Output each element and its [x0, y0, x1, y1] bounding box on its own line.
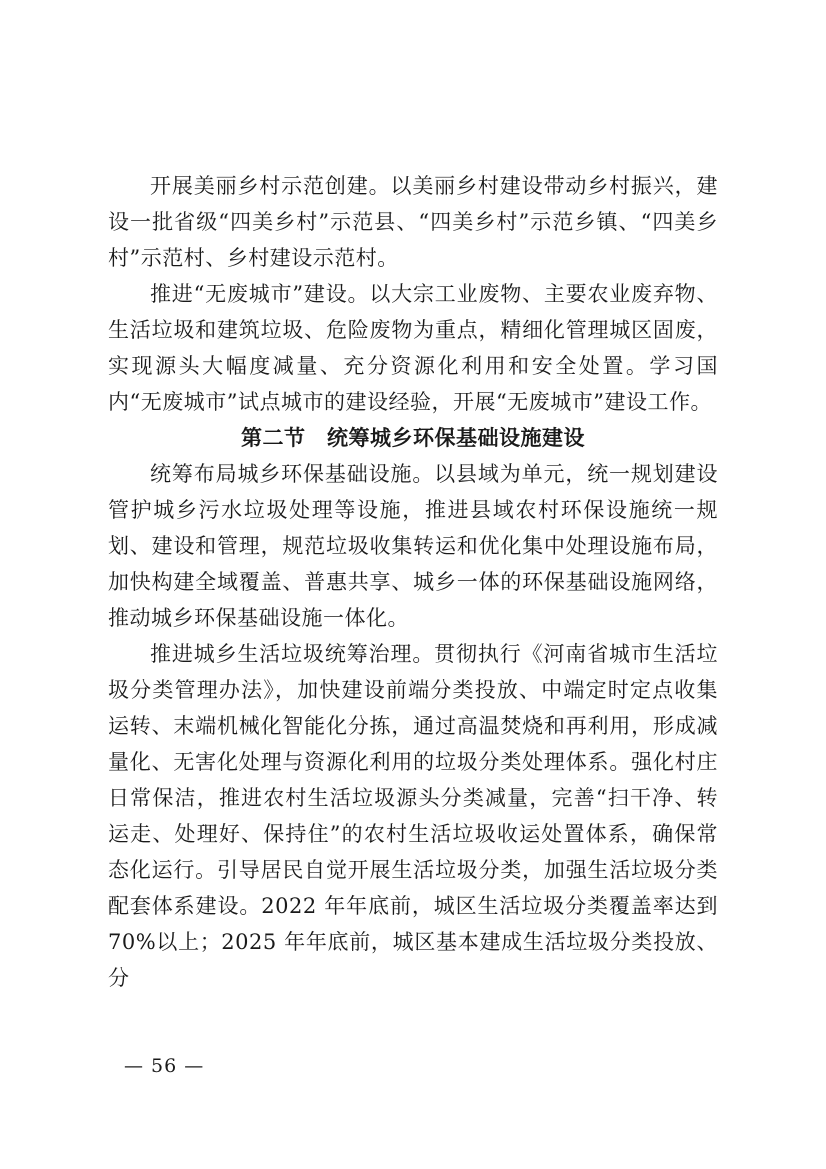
paragraph-zero-waste-city: 推进“无废城市”建设。以大宗工业废物、主要农业废弃物、生活垃圾和建筑垃圾、危险废物为重点，精细化管理城区固废，实现源头大幅度减量、充分资源化利用和安全处置。学习国内“无废城市”试点城市的建设经验，开展“无废城市”建设工作。	[108, 282, 718, 414]
section-heading: 第二节 统筹城乡环保基础设施建设	[241, 426, 585, 450]
page-number: — 56 —	[124, 1055, 205, 1077]
document-body	[108, 168, 718, 996]
paragraph-infrastructure-layout: 统筹布局城乡环保基础设施。以县域为单元，统一规划建设管护城乡污水垃圾处理等设施，推进县域农村环保设施统一规划、建设和管理，规范垃圾收集转运和优化集中处理设施布局，加快构建全域覆盖、普惠共享、城乡一体的环保基础设施网络，推动城乡环保基础设施一体化。	[108, 462, 718, 630]
paragraph-waste-governance: 推进城乡生活垃圾统筹治理。贯彻执行《河南省城市生活垃圾分类管理办法》，加快建设前端分类投放、中端定时定点收集运转、末端机械化智能化分拣，通过高温焚烧和再利用，形成减量化、无害化处理与资源化利用的垃圾分类处理体系。强化村庄日常保洁，推进农村生活垃圾源头分类减量，完善“扫干净、转运走、处理好、保持住”的农村生活垃圾收运处置体系，确保常态化运行。引导居民自觉开展生活垃圾分类，加强生活垃圾分类配套体系建设。2022 年年底前，城区生活垃圾分类覆盖率达到 70%以上；2025 年年底前，城区基本建成生活垃圾分类投放、分	[108, 642, 718, 990]
paragraph-rural-demonstration: 开展美丽乡村示范创建。以美丽乡村建设带动乡村振兴，建设一批省级“四美乡村”示范县、“四美乡村”示范乡镇、“四美乡村”示范村、乡村建设示范村。	[108, 174, 718, 270]
